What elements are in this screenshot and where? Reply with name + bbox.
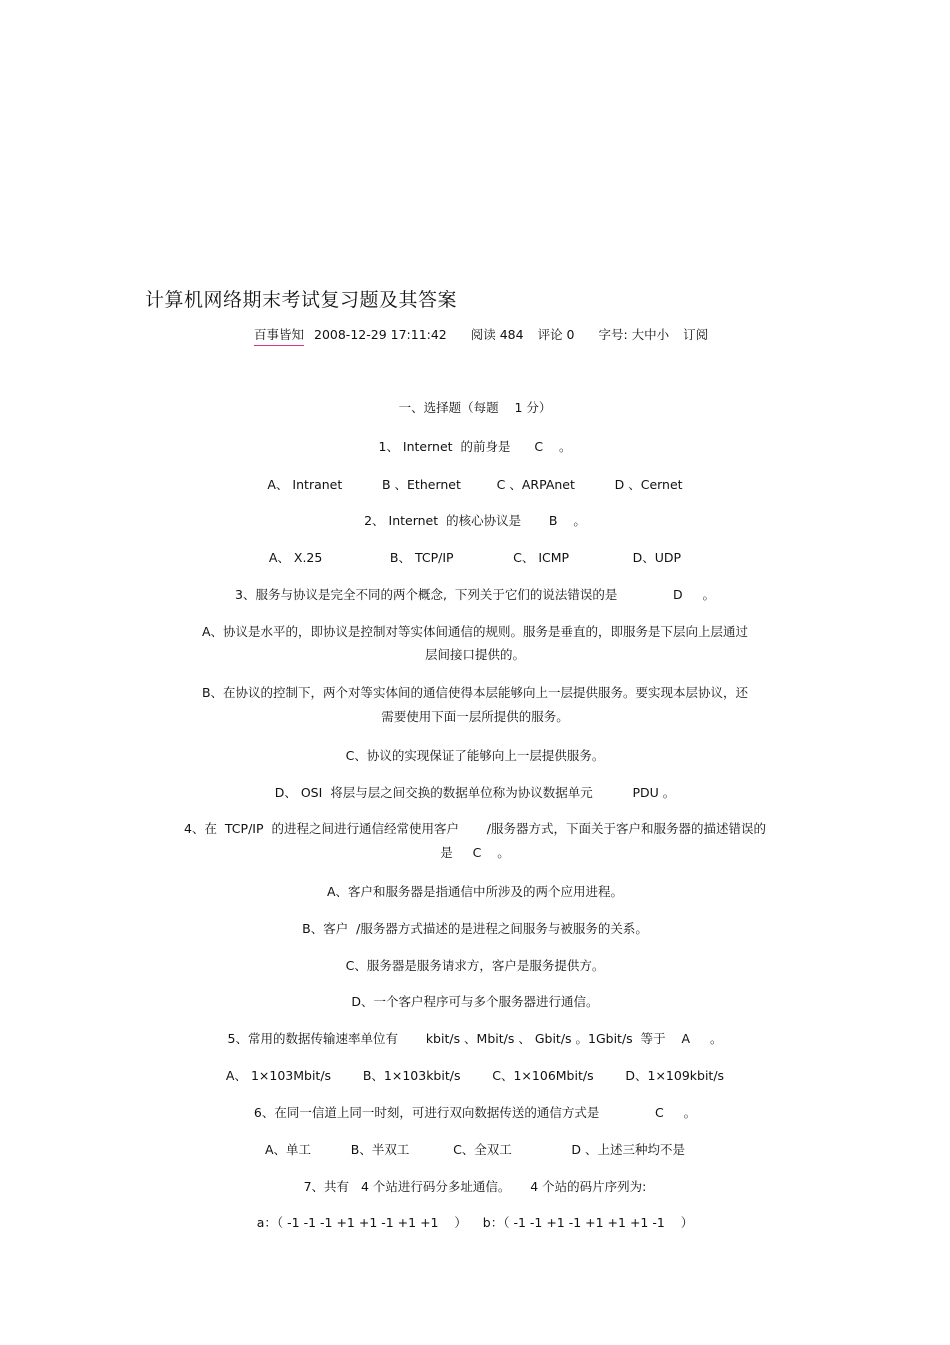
read-count: 阅读 484 xyxy=(470,327,524,342)
question-4-option-c: C、服务器是服务请求方，客户是服务提供方。 xyxy=(345,958,605,973)
question-4-cont: 是 C 。 xyxy=(440,845,510,860)
question-3-option-b: B、在协议的控制下，两个对等实体间的通信使得本层能够向上一层提供服务。要实现本层协议，还 xyxy=(201,685,749,700)
question-6-options: A、单工 B、半双工 C、全双工 D 、上述三种均不是 xyxy=(265,1142,685,1157)
question-5: 5、常用的数据传输速率单位有 kbit/s 、Mbit/s 、 Gbit/s 。1Gbit/s 等于 A 。 xyxy=(227,1031,723,1046)
font-size-selector[interactable]: 字号: 大中小 xyxy=(598,327,670,342)
question-7: 7、共有 4 个站进行码分多址通信。 4 个站的码片序列为: xyxy=(303,1179,647,1194)
question-4-option-a: A、客户和服务器是指通信中所涉及的两个应用进程。 xyxy=(326,884,624,899)
comment-count[interactable]: 评论 0 xyxy=(537,327,575,342)
subscribe-link[interactable]: 订阅 xyxy=(683,327,709,342)
question-4-option-b: B、客户 /服务器方式描述的是进程之间服务与被服务的关系。 xyxy=(302,921,648,936)
article-title: 计算机网络期末考试复习题及其答案 xyxy=(145,289,458,311)
question-2-options: A、 X.25 B、 TCP/IP C、 ICMP D、UDP xyxy=(268,550,682,565)
post-datetime: 2008-12-29 17:11:42 xyxy=(314,327,447,342)
question-7-sequences: a：（ -1 -1 -1 +1 +1 -1 +1 +1 ） b：（ -1 -1 +1 -1 +1 +1 +1 -1 ） xyxy=(256,1215,694,1230)
question-3-option-a: A、协议是水平的，即协议是控制对等实体间通信的规则。服务是垂直的，即服务是下层向上层通过 xyxy=(201,624,749,639)
question-4: 4、在 TCP/IP 的进程之间进行通信经常使用客户 /服务器方式，下面关于客户和服务器的描述错误的 xyxy=(184,821,766,836)
question-1-options: A、 Intranet B 、Ethernet C 、ARPAnet D 、Cernet xyxy=(267,477,683,492)
question-1: 1、 Internet 的前身是 C 。 xyxy=(378,439,572,454)
question-6: 6、在同一信道上同一时刻，可进行双向数据传送的通信方式是 C 。 xyxy=(253,1105,697,1120)
question-3-option-a-cont: 层间接口提供的。 xyxy=(424,647,525,662)
article-meta xyxy=(254,325,708,346)
question-4-option-d: D、一个客户程序可与多个服务器进行通信。 xyxy=(351,994,599,1009)
question-3-option-b-cont: 需要使用下面一层所提供的服务。 xyxy=(381,709,569,724)
question-3-option-c: C、协议的实现保证了能够向上一层提供服务。 xyxy=(345,748,605,763)
question-2: 2、 Internet 的核心协议是 B 。 xyxy=(364,513,586,528)
question-3: 3、服务与协议是完全不同的两个概念, 下列关于它们的说法错误的是 D 。 xyxy=(235,587,715,602)
question-3-option-d: D、 OSI 将层与层之间交换的数据单位称为协议数据单元 PDU 。 xyxy=(274,785,676,800)
author-link[interactable]: 百事皆知 xyxy=(254,325,304,346)
question-5-options: A、 1×103Mbit/s B、1×103kbit/s C、1×106Mbit/s D、1×109kbit/s xyxy=(225,1068,725,1083)
section-heading: 一、选择题（每题 1 分） xyxy=(398,400,552,415)
